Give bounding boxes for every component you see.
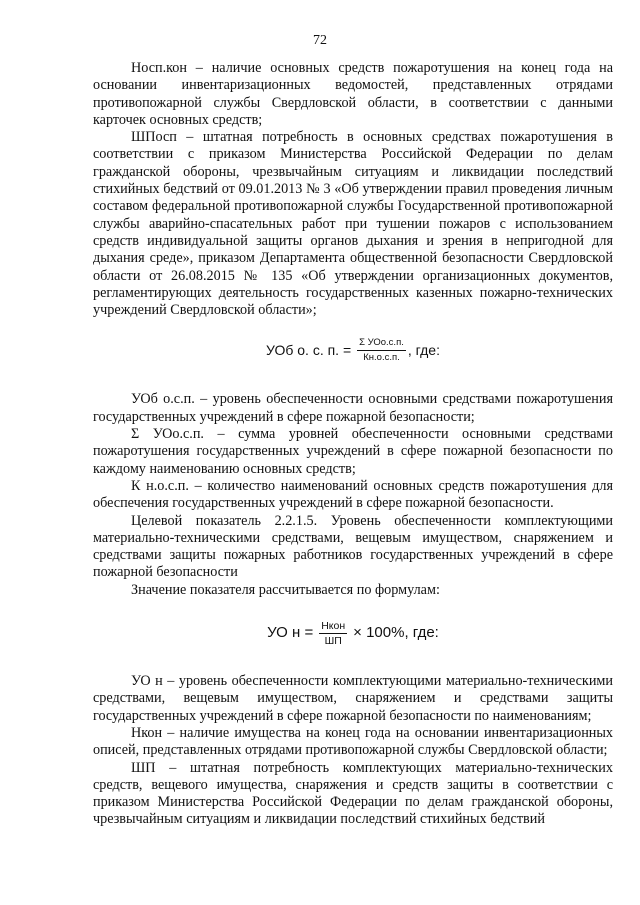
- formula-1-suffix: , где:: [407, 341, 440, 358]
- paragraph-sum-definition: Σ УОо.с.п. – сумма уровней обеспеченности основными средствами пожаротушения государственных учреждений в сфере пожарной безопасности по каждому наименованию основных средств;: [93, 426, 613, 477]
- formula-2-denominator: ШП: [324, 634, 342, 647]
- paragraph-target-indicator: Целевой показатель 2.2.1.5. Уровень обеспеченности комплектующими материально-техническими средствами, вещевым имуществом, снаряжением и средствами защиты пожарных работников государственных учреждений в сфере пожарной безопасности: [93, 512, 613, 581]
- formula-2-fraction: [319, 620, 347, 647]
- body-text: [93, 60, 613, 829]
- paragraph-uo-n-definition: УО н – уровень обеспеченности комплектующими материально-техническими средствами, вещевым имуществом, снаряжением и средствами защиты государственных учреждений в сфере пожарной безопасности по наименованиям;: [93, 673, 613, 724]
- paragraph-k-definition: К н.о.с.п. – количество наименований основных средств пожаротушения для обеспечения государственных учреждений в сфере пожарной безопасности.: [93, 477, 613, 512]
- formula-uo-n: [93, 611, 613, 655]
- paragraph-shp-definition: ШП – штатная потребность комплектующих материально-технических средств, вещевого имущества, снаряжения и средств защиты в соответствии с приказом Министерства Российской Федерации по делам гражданской обороны, чрезвычайным ситуациям и ликвидации последствий стихийных бедствий: [93, 759, 613, 828]
- formula-2-suffix: × 100%, где:: [353, 624, 439, 642]
- formula-2-numerator: Нкон: [321, 619, 346, 632]
- paragraph-nkon-definition: Нкон – наличие имущества на конец года на основании инвентаризационных описей, представленных отрядами противопожарной службы Свердловской области;: [93, 724, 613, 759]
- formula-1-fraction: [357, 337, 406, 364]
- formula-1-denominator: Кн.о.с.п.: [363, 351, 400, 363]
- paragraph-shposp: ШПосп – штатная потребность в основных средствах пожаротушения в соответствии с приказом Министерства Российской Федерации по делам гражданской обороны, чрезвычайным ситуациям и ликвидации последствий стихийных бедствий от 09.01.2013 № 3 «Об утверждении правил проведения личным составом федеральной противопожарной службы Государственной противопожарной службы аварийно-спасательных работ при тушении пожаров с использованием средств индивидуальной защиты органов дыхания и зрения в непригодной для дыхания среде», приказом Департамента общественной безопасности Свердловской области от 26.08.2015 № 135 «Об утверждении организационных документов, регламентирующих деятельность государственных казенных пожарно-технических учреждений Свердловской области»;: [93, 129, 613, 319]
- page-number: 72: [313, 33, 327, 48]
- formula-1-lhs: УОб о. с. п. =: [266, 341, 352, 358]
- paragraph-formula-intro: Значение показателя рассчитывается по формулам:: [131, 581, 440, 598]
- formula-2-lhs: УО н =: [267, 624, 314, 642]
- formula-uob-osp: [93, 329, 613, 371]
- formula-1-numerator: Σ УОо.с.п.: [357, 337, 406, 351]
- paragraph-nosp-kon: Носп.кон – наличие основных средств пожаротушения на конец года на основании инвентаризационных ведомостей, представленных отрядами противопожарной службы Свердловской области, в соответствии с данными карточек основных средств;: [93, 60, 613, 128]
- paragraph-uob-definition: УОб о.с.п. – уровень обеспеченности основными средствами пожаротушения государственных учреждений в сфере пожарной безопасности;: [93, 391, 613, 425]
